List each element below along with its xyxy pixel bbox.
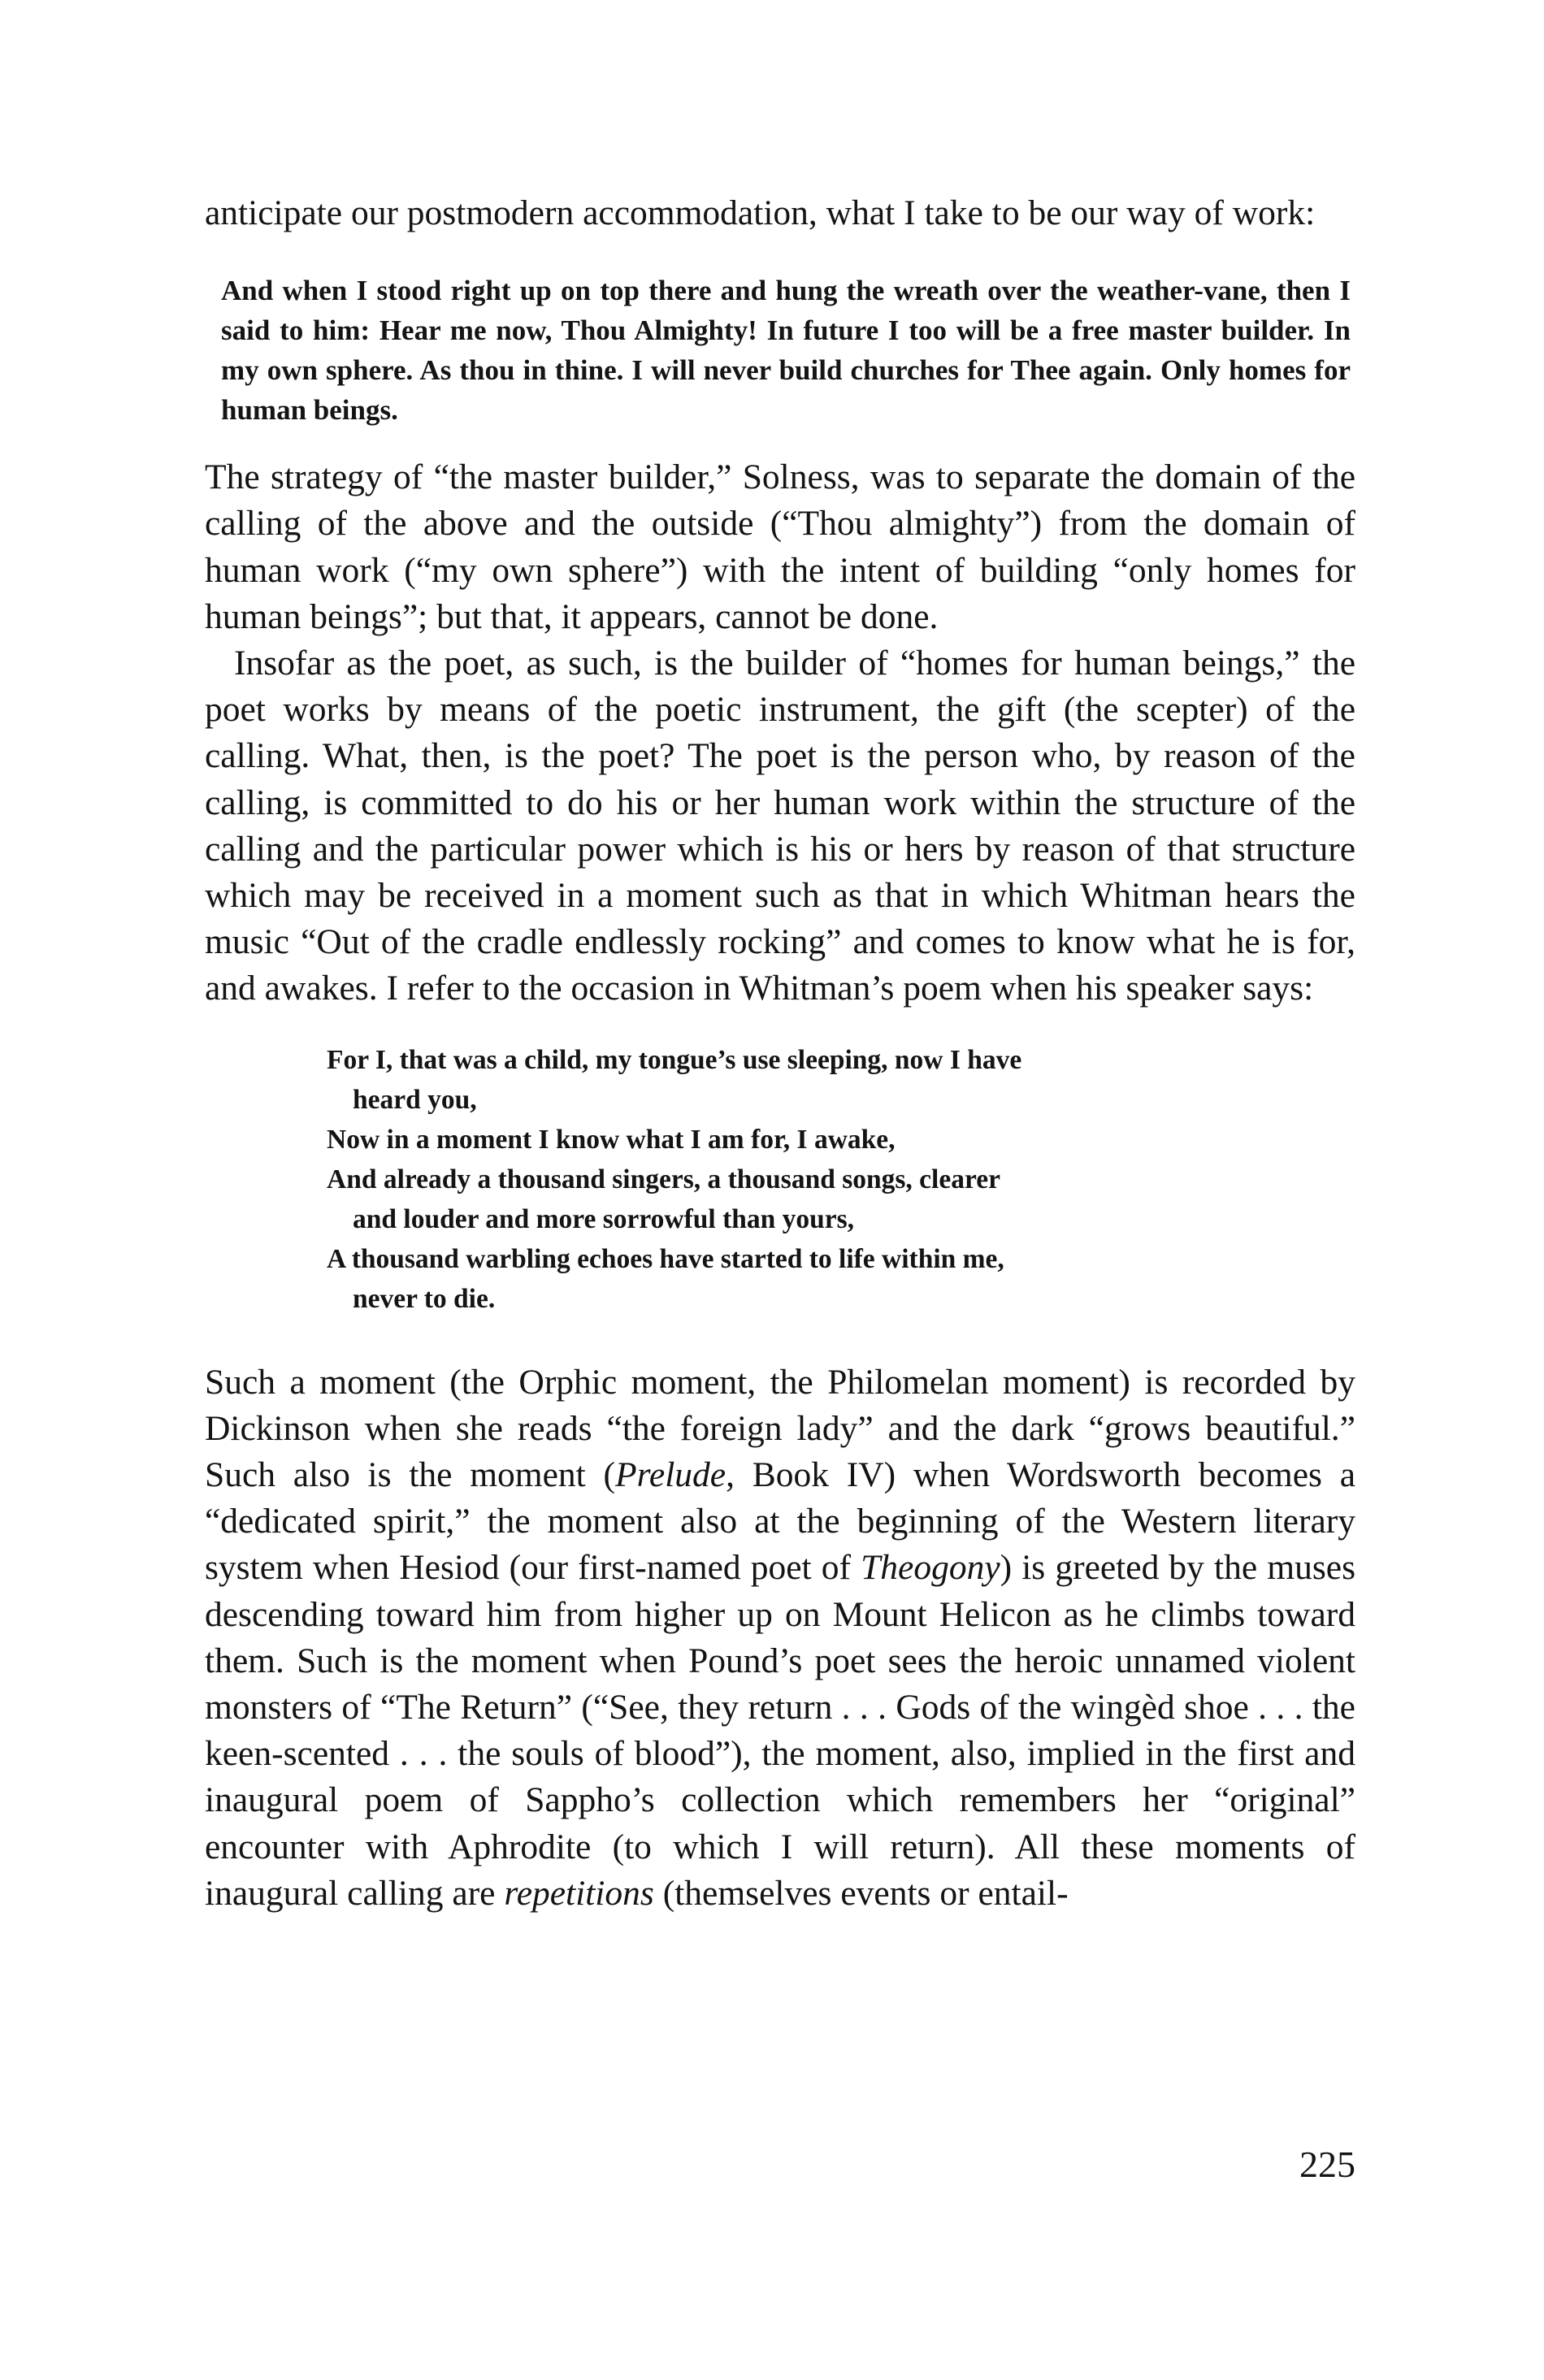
verse-line: For I, that was a child, my tongue’s use sleeping, now I have bbox=[327, 1044, 1022, 1075]
theogony-title: Theogony bbox=[861, 1548, 1000, 1588]
repetitions-emphasis: repetitions bbox=[504, 1873, 654, 1913]
verse-continuation: heard you, bbox=[353, 1084, 477, 1115]
verse-line: Now in a moment I know what I am for, I awake, bbox=[327, 1124, 896, 1155]
strategy-paragraph: The strategy of “the master builder,” Solness, was to separate the domain of the calling of the above and the outside (“Thou almighty”) from the domain of human work (“my own sphere”) with the intent of building “only homes for human beings”; but that, it appears, cannot be done. bbox=[205, 457, 1355, 636]
page-body bbox=[205, 185, 1355, 1917]
moment-paragraph bbox=[205, 1359, 1355, 1917]
poet-paragraph: Insofar as the poet, as such, is the builder of “homes for human beings,” the poet works by means of the poetic instrument, the gift (the scepter) of the calling. What, then, is the poet? The poet is the person who, by reason of the calling, is committed to do his or her human work within the structure of the calling and the particular power which is his or hers by reason of that structure which may be received in a moment such as that in which Whitman hears the music “Out of the cradle endlessly rocking” and comes to know what he is for, and awakes. I refer to the occasion in Whitman’s poem when his speaker says: bbox=[205, 644, 1355, 1008]
verse-line: A thousand warbling echoes have started to life within me, bbox=[327, 1243, 1004, 1274]
verse-continuation: never to die. bbox=[353, 1283, 496, 1314]
page-number: 225 bbox=[1299, 2144, 1355, 2185]
prelude-title: Prelude bbox=[615, 1455, 726, 1495]
moment-text: ) is greeted by the muses descending toward him from higher up on Mount Helicon as he climbs toward them. Such is the moment when Pound’s poet sees the heroic unnamed violent monsters of “The Return” (“See, they return . . . Gods of the wingèd shoe . . . the keen-scented . . . the souls of blood”), the moment, also, implied in the first and inaugural poem of Sappho’s collection which remembers her “original” encounter with Aphrodite (to which I will return). All these moments of inaugural calling are bbox=[205, 1548, 1356, 1913]
verse-quote bbox=[205, 1040, 1355, 1319]
verse-continuation: and louder and more sorrowful than yours, bbox=[353, 1203, 855, 1234]
verse-line: And already a thousand singers, a thousand songs, clearer bbox=[327, 1164, 1000, 1194]
block-quote: And when I stood right up on top there and hung the wreath over the weather-vane, then I said to him: Hear me now, Thou Almighty! In future I too will be a free master builder. In my own sphere. As thou in thine. I will never build churches for Thee again. Only homes for human beings. bbox=[221, 275, 1351, 427]
moment-text: Such a moment (the Orphic moment, the Philomelan moment) is recorded by Dickinson when she reads “the foreign lady” and the dark “grows beautiful.” Such also is the moment ( bbox=[205, 1362, 1355, 1495]
intro-paragraph: anticipate our postmodern accommodation, what I take to be our way of work: bbox=[205, 193, 1316, 232]
moment-text: (themselves events or entail- bbox=[653, 1873, 1069, 1913]
moment-text: , Book IV) when Wordsworth becomes a “dedicated spirit,” the moment also at the beginning of the Western literary system when Hesiod (our first-named poet of bbox=[205, 1455, 1356, 1588]
